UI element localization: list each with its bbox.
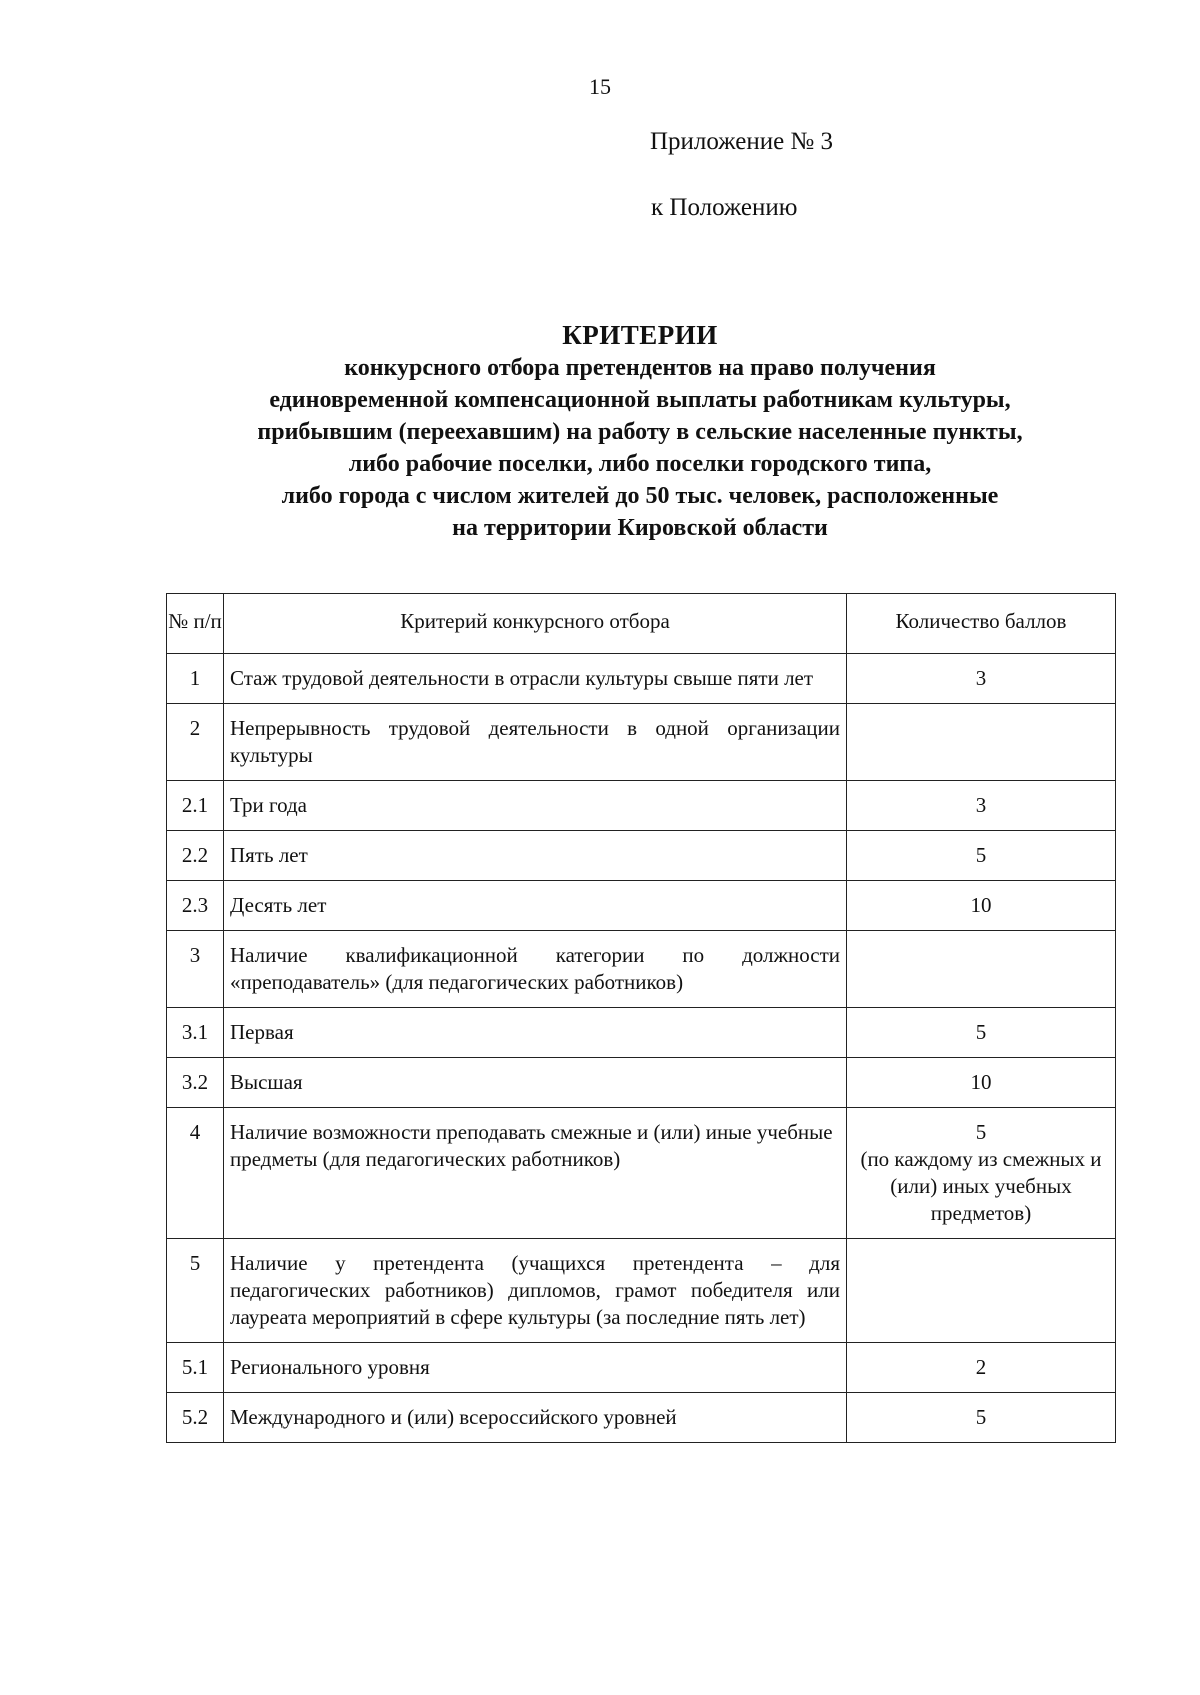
row-number: 3.1	[181, 1020, 209, 1044]
page-number: 15	[589, 74, 611, 99]
row-criterion: Регионального уровня	[230, 1355, 430, 1379]
row-criterion: Международного и (или) всероссийского уровней	[230, 1405, 677, 1429]
row-score	[847, 931, 1115, 953]
title-line: либо города с числом жителей до 50 тыс. человек, расположенные	[281, 483, 999, 509]
row-criterion: Стаж трудовой деятельности в отрасли культуры свыше пяти лет	[230, 666, 814, 690]
row-criterion: Наличие у претендента (учащихся претендента – для педагогических работников) дипломов, грамот победителя или лауреата мероприятий в сфере культуры (за последние пять лет)	[230, 1251, 840, 1329]
row-number: 5.1	[181, 1355, 209, 1379]
header-number: № п/п	[167, 594, 224, 654]
title-line: на территории Кировской области	[452, 515, 828, 541]
row-criterion: Наличие квалификационной категории по должности «преподаватель» (для педагогических работников)	[230, 943, 840, 994]
row-criterion: Первая	[230, 1020, 294, 1044]
row-score-note: (по каждому из смежных и (или) иных учебных предметов)	[860, 1147, 1102, 1225]
title-line: прибывшим (переехавшим) на работу в сельские населенные пункты,	[257, 419, 1023, 445]
table-row	[167, 881, 1116, 931]
title-line: конкурсного отбора претендентов на право получения	[344, 355, 936, 381]
row-score	[847, 1239, 1115, 1261]
table-row	[167, 654, 1116, 704]
row-score	[847, 704, 1115, 726]
row-score: 5	[975, 843, 987, 867]
title-line: либо рабочие поселки, либо поселки городского типа,	[348, 451, 932, 477]
row-number: 2.1	[181, 793, 209, 817]
appendix-reference: к Положению	[651, 194, 798, 221]
criteria-table	[166, 593, 1116, 1443]
table-row	[167, 931, 1116, 1008]
row-criterion: Непрерывность трудовой деятельности в одной организации культуры	[230, 716, 840, 767]
row-score: 3	[975, 793, 987, 817]
row-score: 2	[975, 1355, 987, 1379]
row-criterion: Наличие возможности преподавать смежные и (или) иные учебные предметы (для педагогических работников)	[230, 1120, 833, 1171]
header-criterion: Критерий конкурсного отбора	[224, 594, 847, 654]
document-title	[150, 318, 1130, 544]
row-criterion: Три года	[230, 793, 308, 817]
table-header-row	[167, 594, 1116, 654]
row-number: 5	[189, 1251, 201, 1275]
table-row	[167, 704, 1116, 781]
row-criterion: Высшая	[230, 1070, 303, 1094]
row-score: 5	[975, 1020, 987, 1044]
table-row	[167, 1108, 1116, 1239]
row-score: 10	[970, 1070, 992, 1094]
table-row	[167, 1393, 1116, 1443]
table-row	[167, 831, 1116, 881]
row-number: 2	[189, 716, 201, 740]
table-row	[167, 1239, 1116, 1343]
row-score: 5	[975, 1120, 987, 1144]
row-criterion: Пять лет	[230, 843, 308, 867]
row-number: 1	[189, 666, 201, 690]
row-score: 5	[975, 1405, 987, 1429]
table-row	[167, 781, 1116, 831]
table-row	[167, 1343, 1116, 1393]
table-row	[167, 1008, 1116, 1058]
row-number: 5.2	[181, 1405, 209, 1429]
row-score: 3	[975, 666, 987, 690]
title-main: КРИТЕРИИ	[562, 320, 718, 350]
row-criterion: Десять лет	[230, 893, 327, 917]
row-number: 2.3	[181, 893, 209, 917]
appendix-label: Приложение № 3	[650, 128, 834, 155]
header-score: Количество баллов	[847, 594, 1116, 654]
row-score: 10	[970, 893, 992, 917]
row-number: 2.2	[181, 843, 209, 867]
table-row	[167, 1058, 1116, 1108]
row-number: 3	[189, 943, 201, 967]
title-line: единовременной компенсационной выплаты работникам культуры,	[269, 387, 1011, 413]
row-number: 3.2	[181, 1070, 209, 1094]
row-number: 4	[189, 1120, 201, 1144]
